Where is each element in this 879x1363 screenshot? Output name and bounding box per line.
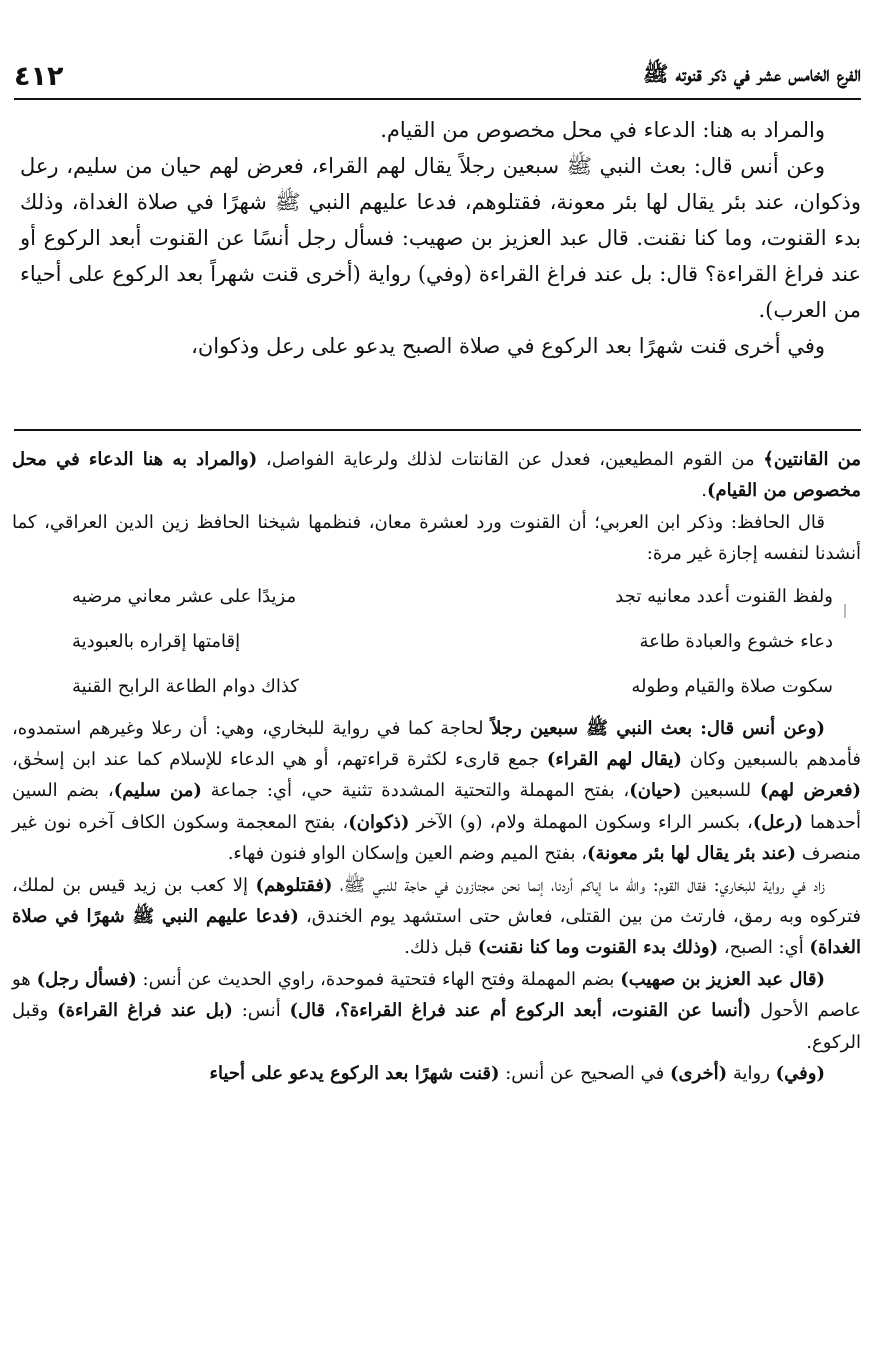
- quoted-text: (قنت شهرًا بعد الركوع يدعو على أحياء: [209, 1063, 500, 1085]
- quoted-text: من القانتين﴾: [763, 449, 862, 470]
- footnote-separator: [14, 429, 861, 431]
- commentary-text: بضم المهملة وفتح الهاء فتحتية فموحدة، راوي الحديث عن أنس:: [136, 968, 621, 990]
- commentary-text: في الصحيح عن أنس:: [499, 1063, 670, 1085]
- commentary-text: زاد في رواية للبخاري: فقال القوم: واللّه ما إياكم أردنا، إنما نحن مجتازون في حاجة للنبي ﷺ،: [332, 874, 825, 896]
- commentary-text: جمع قارىء لكثرة قراءتهم، أو هي الدعاء للإسلام كما عند ابن إسحٰق،: [12, 749, 547, 771]
- commentary-text: أي: الصبح،: [718, 937, 810, 959]
- quoted-text: (فسأل رجل): [36, 968, 137, 990]
- quoted-text: (من سليم): [113, 780, 202, 802]
- main-text: [20, 112, 861, 364]
- quoted-text: (أنسا عن القنوت، أبعد الركوع أم عند فراغ القراءة؟، قال): [289, 1000, 752, 1022]
- commentary-text: هو عاصم الأحول: [12, 968, 861, 1022]
- quoted-text: (بل عند فراغ القراءة): [57, 1000, 233, 1022]
- quoted-text: (ذكوان): [348, 811, 410, 833]
- main-paragraph: وعن أنس قال: بعث النبي ﷺ سبعين رجلاً يقال لهم القراء، فعرض لهم حيان من سليم، رعل وذكوان، عند بئر يقال لها بئر معونة، فقتلوهم، فدعا عليهم النبي ﷺ شهرًا في صلاة الغداة، وذلك بدء القنوت، وما كنا نقنت. قال عبد العزيز بن صهيب: فسأل رجل أنسًا عن القنوت أبعد الركوع أو عند فراغ القراءة؟ قال: بل عند فراغ القراءة (وفي) رواية (أخرى قنت شهراً بعد الركوع على أحياء من العرب).: [20, 154, 861, 322]
- quoted-text: (والمراد به هنا الدعاء في محل مخصوص من القيام): [12, 449, 861, 502]
- quoted-text: (حيان): [629, 780, 682, 802]
- commentary-paragraph: قال الحافظ: وذكر ابن العربي؛ أن القنوت ورد لعشرة معان، فنظمها شيخنا الحافظ زين الدين العراقي، كما أنشدنا لنفسه إجازة غير مرة:: [12, 511, 861, 565]
- commentary-text: للسبعين: [681, 780, 760, 802]
- main-paragraph: وفي أخرى قنت شهرًا بعد الركوع في صلاة الصبح يدعو على رعل وذكوان،: [191, 334, 825, 358]
- quoted-text: (فقتلوهم): [255, 874, 333, 896]
- verse-first-hemistich: سكوت صلاة والقيام وطوله: [631, 675, 833, 697]
- commentary-text: ، بكسر الراء وسكون المهملة ولام، (و) الآخر: [409, 811, 753, 833]
- verse-second-hemistich: إقامتها إقراره بالعبودية: [72, 630, 241, 652]
- verse-second-hemistich: كذاك دوام الطاعة الرابح القنية: [72, 675, 299, 697]
- commentary-paragraph: [12, 870, 861, 964]
- quoted-text: (وذلك بدء القنوت وما كنا نقنت): [477, 937, 719, 959]
- commentary-text: ، بضم السين أحدهما: [12, 780, 861, 833]
- quoted-text: (أخرى): [669, 1063, 728, 1085]
- commentary-text: ، بفتح الميم وضم العين وإسكان الواو فنون فهاء.: [227, 843, 588, 865]
- commentary-text: إلا كعب بن زيد قيس بن لملك، فتركوه وبه رمق، فارتث من بين القتلى، فعاش حتى استشهد يوم الخندق،: [12, 874, 861, 928]
- commentary-text: أنس:: [232, 1000, 290, 1022]
- main-paragraph: والمراد به هنا: الدعاء في محل مخصوص من القيام.: [380, 118, 825, 142]
- commentary-paragraph: [12, 444, 861, 507]
- poem-verse: [12, 664, 861, 709]
- quoted-text: (وعن أنس قال: بعث النبي ﷺ سبعين رجلاً: [491, 717, 825, 739]
- verse-first-hemistich: ولفظ القنوت أعدد معانيه تجد: [615, 585, 833, 607]
- running-header: [14, 52, 861, 100]
- quoted-text: (رعل): [752, 811, 803, 833]
- poem: [12, 574, 861, 709]
- chapter-title: الفرع الخامس عشر في ذكر قنوته ﷺ: [642, 61, 861, 86]
- quoted-text: (فعرض لهم): [759, 780, 861, 802]
- commentary-paragraph: [12, 964, 861, 1058]
- commentary-text: من القوم المطيعين، فعدل عن القانتات لذلك ولرعاية الفواصل،: [257, 449, 764, 470]
- verse-second-hemistich: مزيدًا على عشر معاني مرضيه: [72, 585, 297, 607]
- quoted-text: (عند بئر يقال لها بئر معونة): [587, 843, 796, 865]
- page-number: ٤١٢: [14, 61, 64, 92]
- verse-first-hemistich: دعاء خشوع والعبادة طاعة: [639, 630, 833, 652]
- quoted-text: (يقال لهم القراء): [546, 749, 682, 771]
- commentary-text: لحاجة كما في رواية للبخاري، وهي: أن رعلا وغيرهم استمدوه، فأمدهم بالسبعين وكان: [12, 717, 861, 771]
- poem-verse: [12, 619, 861, 664]
- commentary-text: رواية: [727, 1063, 776, 1085]
- commentary-paragraph: [12, 713, 861, 870]
- quoted-text: (فدعا عليهم النبي ﷺ شهرًا في صلاة الغداة): [12, 906, 861, 959]
- commentary: [12, 444, 861, 1090]
- quoted-text: (قال عبد العزيز بن صهيب): [620, 968, 826, 990]
- commentary-text: .: [701, 480, 708, 502]
- quoted-text: (وفي): [775, 1063, 825, 1085]
- commentary-text: قبل ذلك.: [404, 937, 478, 959]
- commentary-paragraph: [12, 1058, 861, 1089]
- commentary-text: ، بفتح المعجمة وسكون الكاف آخره نون غير منصرف: [12, 811, 861, 865]
- commentary-text: ، بفتح المهملة والتحتية المشددة تثنية حي، أي: جماعة: [201, 780, 630, 802]
- scan-mark: [844, 604, 846, 618]
- commentary-text: وقبل الركوع.: [12, 1000, 861, 1053]
- poem-verse: [12, 574, 861, 619]
